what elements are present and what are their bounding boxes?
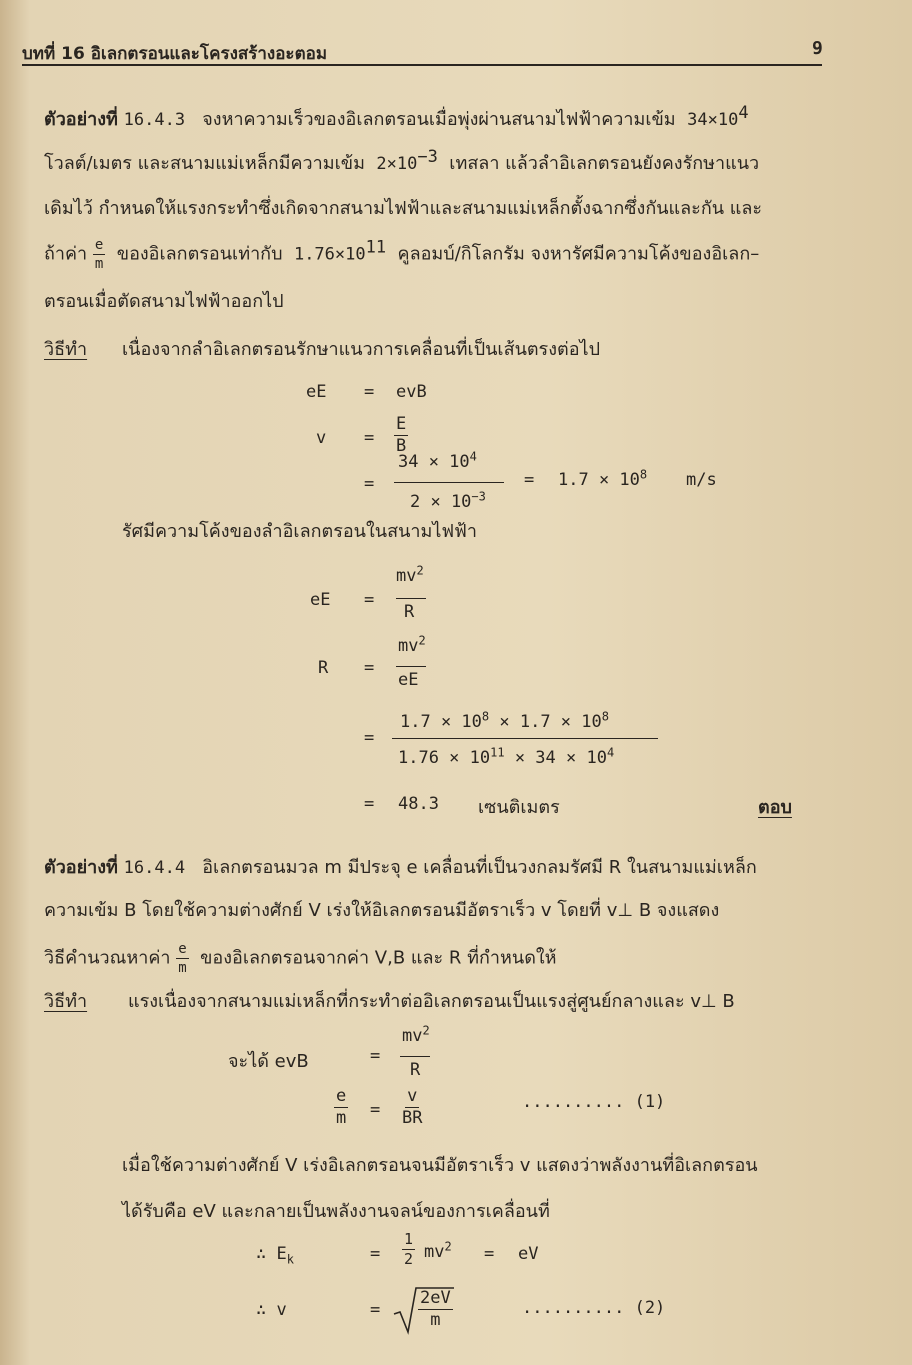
- unit: m/s: [686, 470, 717, 490]
- unit: เซนติเมตร: [478, 797, 560, 818]
- example-text: เทสลา แล้วลำอิเลกตรอนยังคงรักษาแนว: [449, 153, 760, 174]
- solution-intro: เนื่องจากลำอิเลกตรอนรักษาแนวการเคลื่อนที่เป็นเส้นตรงต่อไป: [122, 339, 600, 360]
- equals-sign: =: [484, 1244, 495, 1264]
- example-2-line-2: ความเข้ม B โดยใช้ความต่างศักย์ V เร่งให้อิเลกตรอนมีอัตราเร็ว v โดยที่ v⊥ B จงแสดง: [44, 900, 720, 921]
- exponent: 2: [416, 563, 424, 578]
- fraction-denominator: [398, 745, 615, 768]
- fraction-numerator: [402, 1023, 430, 1046]
- equation-rhs: eV: [518, 1244, 539, 1264]
- value: 34×10: [687, 110, 739, 130]
- solution-intro: แรงเนื่องจากสนามแม่เหล็กที่กระทำต่ออิเลกตรอนเป็นแรงสู่ศูนย์กลางและ v⊥ B: [128, 991, 735, 1012]
- example-1-line-3: เดิมไว้ กำหนดให้แรงกระทำซึ่งเกิดจากสนามไฟฟ้าและสนามแม่เหล็กตั้งฉากซึ่งกันและกัน และ: [44, 198, 763, 219]
- equals-sign: =: [370, 1244, 381, 1264]
- denominator: m: [178, 960, 187, 976]
- example-text: วิธีคำนวณหาค่า: [44, 947, 171, 969]
- fraction-numerator: [396, 563, 424, 586]
- example-1-line-1: [44, 104, 749, 133]
- term: [424, 1239, 452, 1262]
- denominator: 2 × 10: [410, 492, 472, 512]
- fraction: [334, 1088, 348, 1127]
- numerator: E: [396, 414, 407, 434]
- fraction: [402, 1232, 415, 1267]
- equals-sign: =: [370, 1100, 381, 1120]
- fraction-numerator: [398, 449, 477, 472]
- value: 1.76×10: [293, 244, 366, 265]
- example-label: ตัวอย่างที่: [44, 857, 118, 878]
- numerator: e: [336, 1086, 347, 1106]
- denominator: 2: [404, 1250, 414, 1268]
- numerator: 1: [404, 1230, 414, 1248]
- example-number: 16.4.4: [123, 858, 186, 878]
- example-text: โวลต์/เมตร และสนามแม่เหล็กมีความเข้ม: [44, 153, 365, 174]
- example-1-line-4: [44, 238, 759, 271]
- equation-rhs: evB: [396, 382, 427, 402]
- equation-tag: .......... (1): [522, 1092, 666, 1112]
- equation-lhs: eE: [306, 382, 327, 402]
- kinetic-energy: ∴ E: [256, 1244, 287, 1264]
- solution-text: เมื่อใช้ความต่างศักย์ V เร่งอิเลกตรอนจนมีอัตราเร็ว v แสดงว่าพลังงานที่อิเลกตรอน: [122, 1155, 758, 1176]
- denominator: 1.76 × 10: [398, 748, 491, 768]
- denominator: B: [396, 436, 407, 456]
- numerator: v: [407, 1086, 418, 1106]
- denominator: m: [336, 1108, 347, 1128]
- solution-label: วิธีทำ: [44, 339, 88, 360]
- denominator: m: [430, 1310, 441, 1330]
- result-value: [558, 467, 648, 490]
- equation-lhs: จะได้ evB: [228, 1051, 309, 1072]
- exponent: 2: [418, 633, 426, 648]
- example-label: ตัวอย่างที่: [44, 109, 118, 130]
- result: 1.7 × 10: [558, 470, 640, 490]
- exponent: −3: [417, 147, 438, 167]
- numerator: e: [94, 237, 104, 253]
- fraction: [394, 416, 408, 455]
- exponent: 2: [444, 1239, 452, 1254]
- equals-sign: =: [370, 1300, 381, 1320]
- example-text: อิเลกตรอนมวล m มีประจุ e เคลื่อนที่เป็นวงกลมรัศมี R ในสนามแม่เหล็ก: [202, 857, 757, 878]
- exponent: 8: [639, 467, 648, 482]
- equals-sign: =: [364, 658, 375, 678]
- equals-sign: =: [364, 382, 375, 402]
- header-rule: [22, 64, 822, 66]
- numerator: mv: [402, 1026, 423, 1046]
- radius-text: รัศมีความโค้งของลำอิเลกตรอนในสนามไฟฟ้า: [122, 521, 477, 542]
- fraction: [402, 1088, 422, 1127]
- equals-sign: =: [524, 470, 535, 490]
- subscript: k: [286, 1252, 294, 1267]
- exponent: 11: [490, 745, 505, 760]
- fraction: [418, 1290, 453, 1329]
- equation-lhs: R: [318, 658, 329, 678]
- equals-sign: =: [364, 590, 375, 610]
- numerator: 1.7 × 10: [400, 712, 482, 732]
- fraction-denominator: R: [404, 602, 415, 622]
- fraction: [176, 942, 188, 975]
- example-1-line-2: [44, 148, 759, 177]
- example-text: ของอิเลกตรอนเท่ากับ: [116, 243, 283, 265]
- exponent: 8: [481, 709, 490, 724]
- numerator: mv: [398, 636, 419, 656]
- example-text: ของอิเลกตรอนจากค่า V,B และ R ที่กำหนดให้: [200, 947, 557, 969]
- numerator: mv: [396, 566, 417, 586]
- fraction-bar: [396, 666, 426, 667]
- fraction-numerator: [398, 633, 426, 656]
- denominator: m: [94, 256, 104, 272]
- example-2-line-3: [44, 942, 557, 975]
- equation-lhs: ∴ v: [256, 1300, 287, 1320]
- equals-sign: =: [364, 428, 375, 448]
- exponent: 11: [365, 237, 387, 258]
- solution-label: วิธีทำ: [44, 991, 88, 1012]
- result-value: 48.3: [398, 794, 439, 814]
- exponent: 4: [606, 745, 615, 760]
- denominator: × 34 × 10: [514, 748, 607, 768]
- exponent: 2: [422, 1023, 430, 1038]
- example-number: 16.4.3: [123, 110, 186, 130]
- example-text: จงหาความเร็วของอิเลกตรอนเมื่อพุ่งผ่านสนามไฟฟ้าความเข้ม: [202, 109, 676, 130]
- fraction-bar: [396, 598, 426, 599]
- numerator: 2eV: [420, 1288, 451, 1308]
- fraction-denominator: [410, 489, 486, 512]
- example-text: คูลอมบ์/กิโลกรัม จงหารัศมีความโค้งของอิเลก–: [397, 243, 760, 265]
- equals-sign: =: [364, 794, 375, 814]
- page-number: 9: [812, 38, 823, 59]
- exponent: 4: [738, 103, 749, 123]
- example-2-line-1: [44, 852, 757, 881]
- numerator: × 1.7 × 10: [499, 712, 602, 732]
- denominator: BR: [402, 1108, 423, 1128]
- term: mv: [424, 1242, 445, 1262]
- fraction: [93, 238, 105, 271]
- fraction-denominator: eE: [398, 670, 419, 690]
- exponent: −3: [471, 489, 486, 504]
- fraction-bar: [392, 738, 658, 739]
- equation-lhs: v: [316, 428, 327, 448]
- equation-tag: .......... (2): [522, 1298, 666, 1318]
- numerator: 34 × 10: [398, 452, 470, 472]
- equals-sign: =: [364, 474, 375, 494]
- equation-lhs: [256, 1244, 294, 1266]
- chapter-header: บทที่ 16 อิเลกตรอนและโครงสร้างอะตอม: [22, 44, 328, 64]
- fraction-numerator: [400, 709, 609, 732]
- fraction-bar: [394, 482, 504, 483]
- numerator: e: [178, 941, 187, 957]
- answer-label: ตอบ: [758, 797, 792, 818]
- equals-sign: =: [364, 728, 375, 748]
- example-text: ถ้าค่า: [44, 243, 88, 265]
- exponent: 8: [601, 709, 609, 724]
- solution-text: ได้รับคือ eV และกลายเป็นพลังงานจลน์ของการเคลื่อนที่: [122, 1201, 550, 1222]
- fraction-denominator: R: [410, 1060, 421, 1080]
- equals-sign: =: [370, 1046, 381, 1066]
- equation-lhs: eE: [310, 590, 331, 610]
- value: 2×10: [376, 154, 418, 174]
- exponent: 4: [469, 449, 477, 464]
- example-1-line-5: ตรอนเมื่อตัดสนามไฟฟ้าออกไป: [44, 291, 284, 312]
- fraction-bar: [400, 1056, 430, 1057]
